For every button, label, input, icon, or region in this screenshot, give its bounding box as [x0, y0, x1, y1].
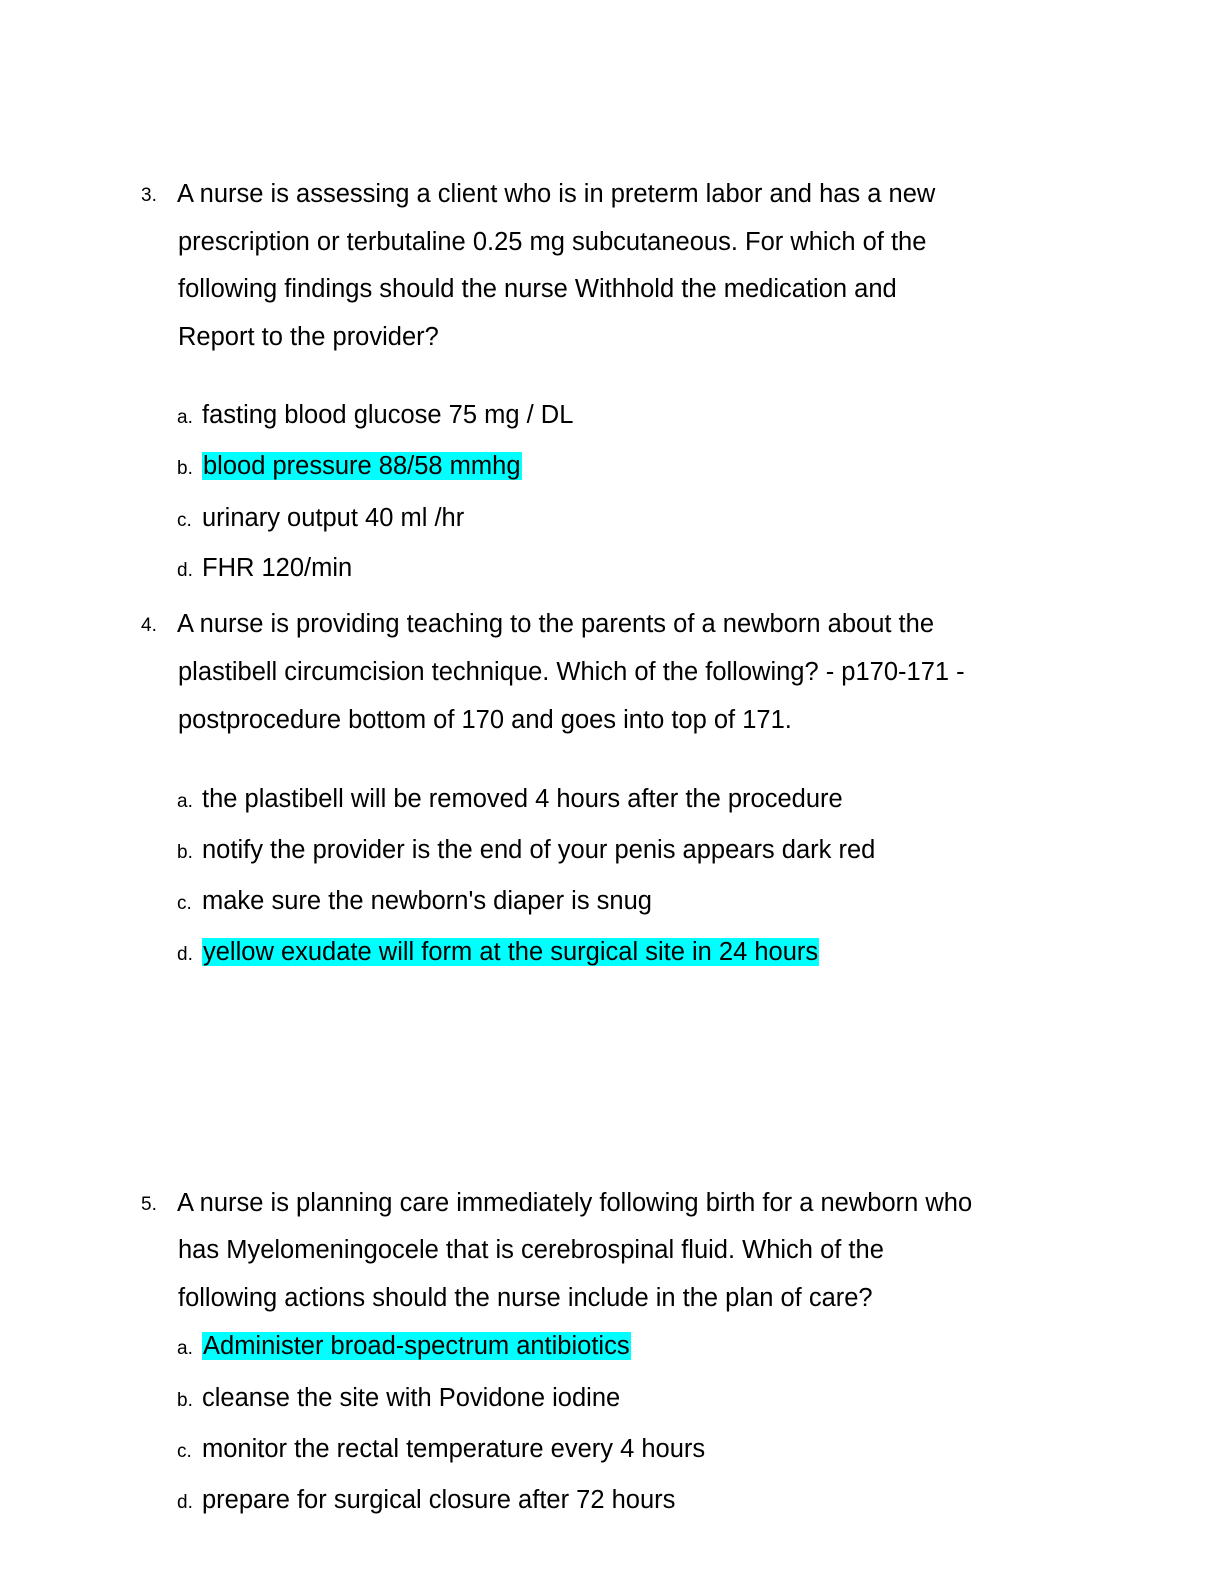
answer-option [177, 552, 352, 587]
answer-option [177, 783, 843, 818]
answer-option [177, 885, 652, 920]
option-letter: d. [177, 944, 193, 965]
option-letter: a. [177, 791, 193, 812]
question-text-line: following findings should the nurse Withhold the medication and [178, 275, 897, 303]
highlighted-answer-text: yellow exudate will form at the surgical site in 24 hours [203, 938, 819, 966]
option-letter: a. [177, 1338, 193, 1359]
question-text-line: A nurse is providing teaching to the parents of a newborn about the [177, 610, 935, 638]
question-text-line: following actions should the nurse include in the plan of care? [178, 1284, 873, 1312]
option-text: fasting blood glucose 75 mg / DL [202, 401, 574, 429]
question-text-line: prescription or terbutaline 0.25 mg subcutaneous. For which of the [178, 228, 927, 256]
option-letter: a. [177, 407, 193, 428]
answer-option [177, 1330, 631, 1365]
answer-option [177, 936, 819, 971]
option-text: the plastibell will be removed 4 hours after the procedure [202, 785, 843, 813]
option-letter: d. [177, 1492, 193, 1513]
option-text: notify the provider is the end of your penis appears dark red [202, 836, 876, 864]
option-letter: d. [177, 560, 193, 581]
answer-option [177, 1484, 675, 1519]
option-letter: c. [177, 1441, 192, 1462]
option-letter: c. [177, 510, 192, 531]
option-letter: b. [177, 458, 193, 479]
answer-option [177, 834, 875, 869]
question-number: 3. [141, 185, 157, 206]
answer-option [177, 502, 464, 537]
option-letter: b. [177, 1390, 193, 1411]
question-text-line: has Myelomeningocele that is cerebrospinal fluid. Which of the [178, 1236, 884, 1264]
option-text: monitor the rectal temperature every 4 hours [202, 1435, 706, 1463]
highlighted-answer-text: blood pressure 88/58 mmhg [203, 452, 521, 480]
option-text: prepare for surgical closure after 72 hours [202, 1486, 676, 1514]
answer-option [177, 1382, 620, 1417]
question-text-line: postprocedure bottom of 170 and goes into top of 171. [178, 706, 792, 734]
option-text: FHR 120/min [202, 554, 353, 582]
answer-option [177, 399, 573, 434]
option-text: cleanse the site with Povidone iodine [202, 1384, 621, 1412]
option-text: make sure the newborn's diaper is snug [202, 887, 652, 915]
option-letter: c. [177, 893, 192, 914]
answer-option [177, 1433, 705, 1468]
answer-option [177, 450, 522, 485]
option-text: urinary output 40 ml /hr [202, 504, 465, 532]
question-text-line: plastibell circumcision technique. Which of the following? - p170-171 - [178, 658, 965, 686]
highlighted-answer-text: Administer broad-spectrum antibiotics [203, 1332, 630, 1360]
option-letter: b. [177, 842, 193, 863]
question-number: 4. [141, 615, 157, 636]
question-text-line: A nurse is assessing a client who is in preterm labor and has a new [177, 180, 936, 208]
question-number: 5. [141, 1194, 157, 1215]
question-text-line: A nurse is planning care immediately following birth for a newborn who [177, 1189, 973, 1217]
question-text-line: Report to the provider? [178, 323, 439, 351]
